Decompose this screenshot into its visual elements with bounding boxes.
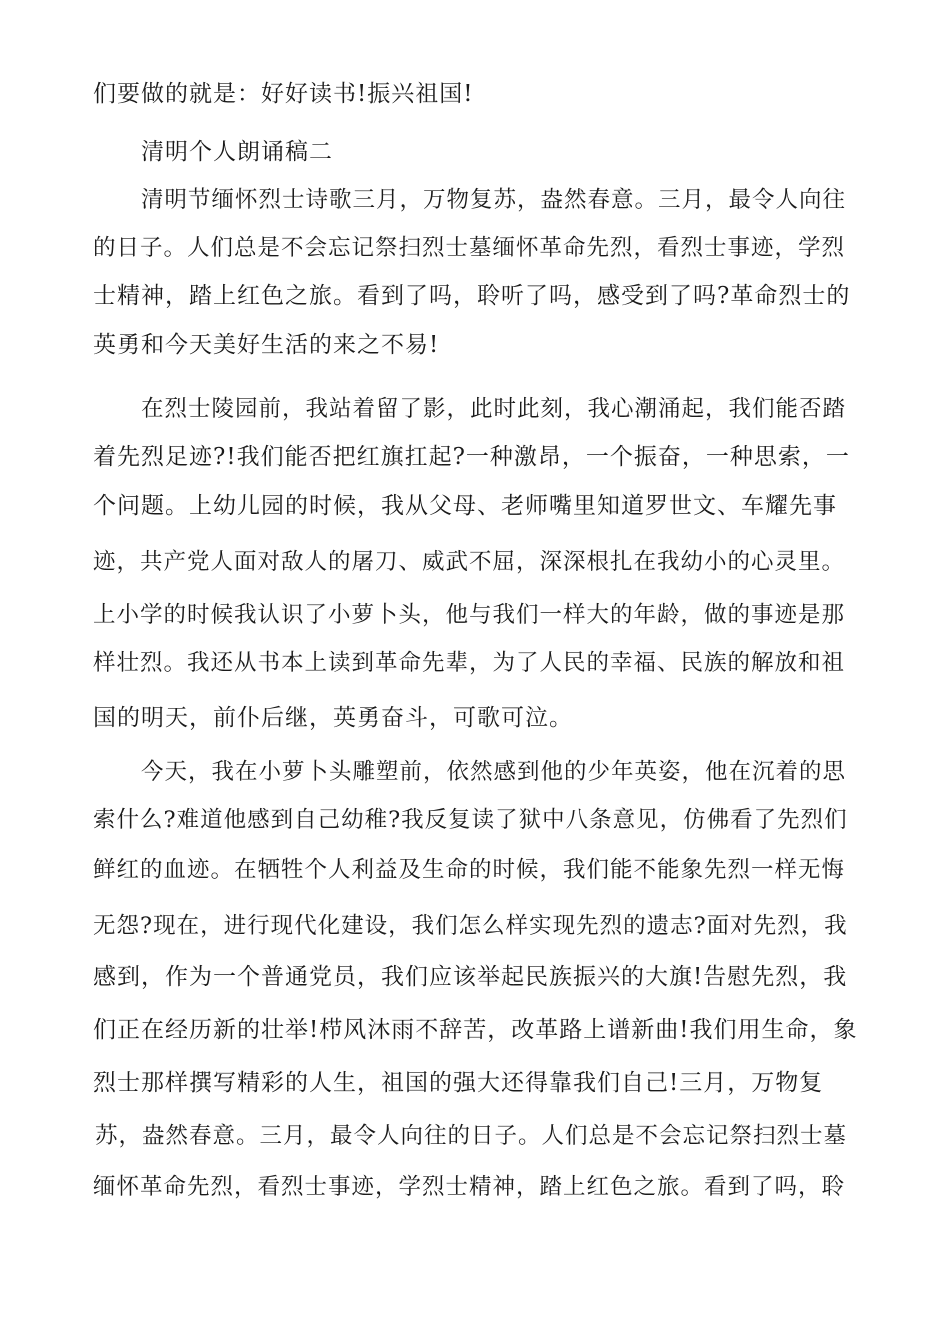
text-line: 苏，盎然春意。三月，最令人向往的日子。人们总是不会忘记祭扫烈士墓 [95, 1123, 848, 1149]
text-line: 在烈士陵园前，我站着留了影，此时此刻，我心潮涌起，我们能否踏 [141, 396, 847, 422]
text-line: 士精神，踏上红色之旅。看到了吗，聆听了吗，感受到了吗?革命烈士的 [93, 283, 851, 309]
text-line: 迹，共产党人面对敌人的屠刀、威武不屈，深深根扎在我幼小的心灵里。 [93, 549, 846, 575]
text-line: 无怨?现在，进行现代化建设，我们怎么样实现先烈的遗志?面对先烈，我 [93, 913, 848, 939]
text-line: 鲜红的血迹。在牺牲个人利益及生命的时候，我们能不能象先烈一样无悔 [93, 857, 846, 883]
text-line: 个问题。上幼儿园的时候，我从父母、老师嘴里知道罗世文、车耀先事 [93, 493, 837, 519]
text-line: 烈士那样撰写精彩的人生，祖国的强大还得靠我们自己!三月，万物复 [93, 1070, 824, 1096]
text-line: 们正在经历新的壮举!栉风沐雨不辞苦，改革路上谱新曲!我们用生命，象 [93, 1017, 858, 1043]
text-line: 们要做的就是：好好读书!振兴祖国! [93, 81, 474, 107]
text-line: 着先烈足迹?!我们能否把红旗扛起?一种激昂，一个振奋，一种思索，一 [93, 444, 850, 470]
text-line: 的日子。人们总是不会忘记祭扫烈士墓缅怀革命先烈，看烈士事迹，学烈 [93, 235, 846, 261]
text-line: 上小学的时候我认识了小萝卜头，他与我们一样大的年龄，做的事迹是那 [93, 602, 846, 628]
section-heading: 清明个人朗诵稿二 [141, 139, 333, 165]
text-line: 索什么?难道他感到自己幼稚?我反复读了狱中八条意见，仿佛看了先烈们 [93, 807, 848, 833]
text-line: 清明节缅怀烈士诗歌三月，万物复苏，盎然春意。三月，最令人向往 [141, 187, 847, 213]
text-line: 国的明天，前仆后继，英勇奋斗，可歌可泣。 [93, 705, 573, 731]
text-line: 样壮烈。我还从书本上读到革命先辈，为了人民的幸福、民族的解放和祖 [93, 650, 846, 676]
text-line: 感到，作为一个普通党员，我们应该举起民族振兴的大旗!告慰先烈，我 [93, 964, 848, 990]
text-line: 今天，我在小萝卜头雕塑前，依然感到他的少年英姿，他在沉着的思 [141, 759, 847, 785]
text-line: 英勇和今天美好生活的来之不易! [93, 332, 440, 358]
text-line: 缅怀革命先烈，看烈士事迹，学烈士精神，踏上红色之旅。看到了吗，聆 [93, 1174, 846, 1200]
